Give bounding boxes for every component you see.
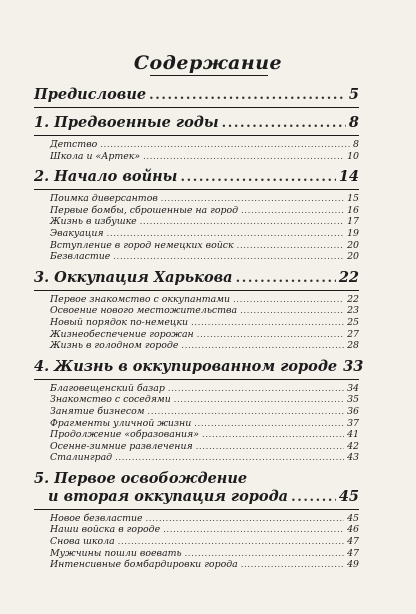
- chapter-page: 22: [338, 268, 359, 286]
- chapter-page: 14: [338, 168, 359, 186]
- table-of-contents: [34, 86, 364, 571]
- entry-label: Первые бомбы, сброшенные на город: [50, 204, 239, 216]
- leader-dots: [236, 271, 336, 286]
- leader-dots: [113, 252, 344, 261]
- entry-page: 36: [347, 405, 359, 417]
- leader-dots: [196, 442, 344, 451]
- chapter-label: 1. Предвоенные годы: [34, 114, 219, 131]
- toc-entry[interactable]: [34, 548, 359, 560]
- toc-entry[interactable]: [34, 429, 359, 441]
- entry-label: Занятие бизнесом: [50, 405, 145, 417]
- entry-label: Продолжение «образования»: [50, 429, 199, 441]
- leader-dots: [241, 560, 344, 569]
- entry-page: 43: [347, 452, 359, 464]
- entry-label: Детство: [50, 139, 98, 150]
- entry-label: Снова школа: [50, 536, 115, 548]
- entry-page: 41: [347, 429, 359, 441]
- page-title: Содержание: [133, 52, 283, 74]
- entry-page: 46: [347, 524, 359, 536]
- leader-dots: [174, 395, 344, 404]
- toc-entry[interactable]: [34, 228, 359, 240]
- chapter-page: 45: [338, 487, 359, 505]
- toc-entry[interactable]: [34, 205, 359, 217]
- entry-label: Жизнь в избушке: [50, 216, 137, 228]
- leader-dots: [168, 384, 344, 393]
- toc-entry[interactable]: [34, 536, 359, 548]
- chapter-label-row: [34, 488, 359, 506]
- leader-dots: [185, 549, 344, 558]
- leader-dots: [222, 116, 346, 131]
- entry-label: Школа и «Артек»: [50, 150, 141, 162]
- entry-label: Сталинград: [50, 452, 113, 464]
- toc-entry[interactable]: [34, 329, 359, 341]
- entry-page: 8: [353, 139, 359, 150]
- leader-dots: [237, 241, 344, 250]
- leader-dots: [115, 453, 344, 462]
- entry-label: Новое безвластие: [50, 512, 143, 524]
- entry-page: 10: [347, 150, 359, 162]
- divider: [34, 135, 359, 136]
- toc-chapter[interactable]: [34, 114, 359, 132]
- toc-entry[interactable]: [34, 383, 359, 395]
- entry-label: Поимка диверсантов: [50, 193, 158, 205]
- toc-entry-preface[interactable]: [34, 86, 359, 104]
- chapter-label: 3. Оккупация Харькова: [34, 268, 233, 286]
- entry-page: 37: [347, 417, 359, 429]
- toc-entry[interactable]: [34, 216, 359, 228]
- entry-page: 42: [347, 440, 359, 452]
- divider: [34, 290, 359, 291]
- toc-entry[interactable]: [34, 513, 359, 525]
- entry-page: 49: [347, 559, 359, 571]
- entry-page: 17: [347, 216, 359, 228]
- toc-entry[interactable]: [34, 151, 359, 163]
- chapter-label-line2: и вторая оккупация города: [48, 487, 289, 505]
- entry-label: Эвакуация: [50, 227, 104, 239]
- toc-entry[interactable]: [34, 305, 359, 317]
- leader-dots: [180, 170, 335, 185]
- leader-dots: [241, 206, 344, 215]
- entry-page: 35: [347, 394, 359, 406]
- leader-dots: [291, 490, 336, 505]
- leader-dots: [163, 525, 344, 534]
- entry-page: 5: [348, 86, 359, 103]
- leader-dots: [194, 419, 344, 428]
- leader-dots: [240, 306, 344, 315]
- leader-dots: [233, 295, 344, 304]
- toc-entry[interactable]: [34, 394, 359, 406]
- toc-entry[interactable]: [34, 240, 359, 252]
- entry-page: 28: [347, 340, 359, 352]
- entry-page: 16: [347, 204, 359, 216]
- leader-dots: [143, 152, 344, 161]
- entry-page: 45: [347, 512, 359, 524]
- title-underline: [150, 75, 268, 76]
- leader-dots: [191, 318, 344, 327]
- entry-label: Осенне-зимние развлечения: [50, 440, 193, 452]
- toc-entry[interactable]: [34, 294, 359, 306]
- toc-entry[interactable]: [34, 139, 359, 151]
- divider: [34, 379, 359, 380]
- entry-label: Интенсивные бомбардировки города: [50, 559, 238, 571]
- toc-entry[interactable]: [34, 441, 359, 453]
- toc-entry[interactable]: [34, 524, 359, 536]
- entry-page: 47: [347, 536, 359, 548]
- entry-label: Знакомство с соседями: [50, 394, 171, 406]
- divider: [34, 107, 359, 108]
- chapter-page: 8: [348, 114, 359, 131]
- leader-dots: [100, 140, 350, 149]
- toc-chapter[interactable]: [34, 168, 359, 186]
- entry-label: Вступление в город немецких войск: [50, 239, 234, 251]
- toc-entry[interactable]: [34, 251, 359, 263]
- toc-chapter[interactable]: [34, 470, 359, 506]
- toc-chapter[interactable]: [34, 357, 364, 376]
- leader-dots: [149, 88, 346, 103]
- entry-label: Безвластие: [50, 251, 111, 263]
- toc-entry[interactable]: [34, 317, 359, 329]
- leader-dots: [107, 229, 344, 238]
- leader-dots: [202, 430, 344, 439]
- entry-label: Благовещенский базар: [50, 382, 165, 394]
- divider: [34, 189, 359, 190]
- entry-page: 23: [347, 305, 359, 317]
- entry-page: 34: [347, 382, 359, 394]
- divider: [34, 509, 359, 510]
- chapter-page: 33: [343, 357, 364, 375]
- entry-page: 20: [347, 239, 359, 251]
- toc-entry[interactable]: [34, 340, 359, 352]
- entry-page: 27: [347, 328, 359, 340]
- entry-label: Новый порядок по-немецки: [50, 316, 189, 328]
- entry-page: 47: [347, 547, 359, 559]
- entry-page: 22: [347, 293, 359, 305]
- toc-entry[interactable]: [34, 452, 359, 464]
- entry-label: Фрагменты уличной жизни: [50, 417, 192, 429]
- toc-entry[interactable]: [34, 559, 359, 571]
- toc-entry[interactable]: [34, 418, 359, 430]
- entry-label: Мужчины пошли воевать: [50, 547, 182, 559]
- entry-label: Освоение нового местожительства: [50, 305, 238, 317]
- entry-page: 25: [347, 316, 359, 328]
- entry-label: Наши войска в городе: [50, 524, 161, 536]
- entry-label: Жизнеобеспечение горожан: [50, 328, 194, 340]
- chapter-label-line1: 5. Первое освобождение: [34, 469, 248, 487]
- leader-dots: [161, 194, 344, 203]
- chapter-label: 2. Начало войны: [34, 168, 178, 186]
- entry-label: Предисловие: [34, 86, 147, 103]
- leader-dots: [181, 341, 344, 350]
- entry-page: 15: [347, 193, 359, 205]
- entry-label: Жизнь в голодном городе: [50, 340, 179, 352]
- leader-dots: [148, 407, 345, 416]
- entry-page: 20: [347, 251, 359, 263]
- leader-dots: [140, 217, 344, 226]
- leader-dots: [118, 537, 344, 546]
- toc-entry[interactable]: [34, 406, 359, 418]
- leader-dots: [197, 330, 344, 339]
- entry-label: Первое знакомство с оккупантами: [50, 293, 231, 305]
- leader-dots: [146, 514, 344, 523]
- entry-page: 19: [347, 227, 359, 239]
- chapter-label: 4. Жизнь в оккупированном городе: [34, 357, 338, 375]
- toc-entry[interactable]: [34, 193, 359, 205]
- toc-chapter[interactable]: [34, 269, 359, 287]
